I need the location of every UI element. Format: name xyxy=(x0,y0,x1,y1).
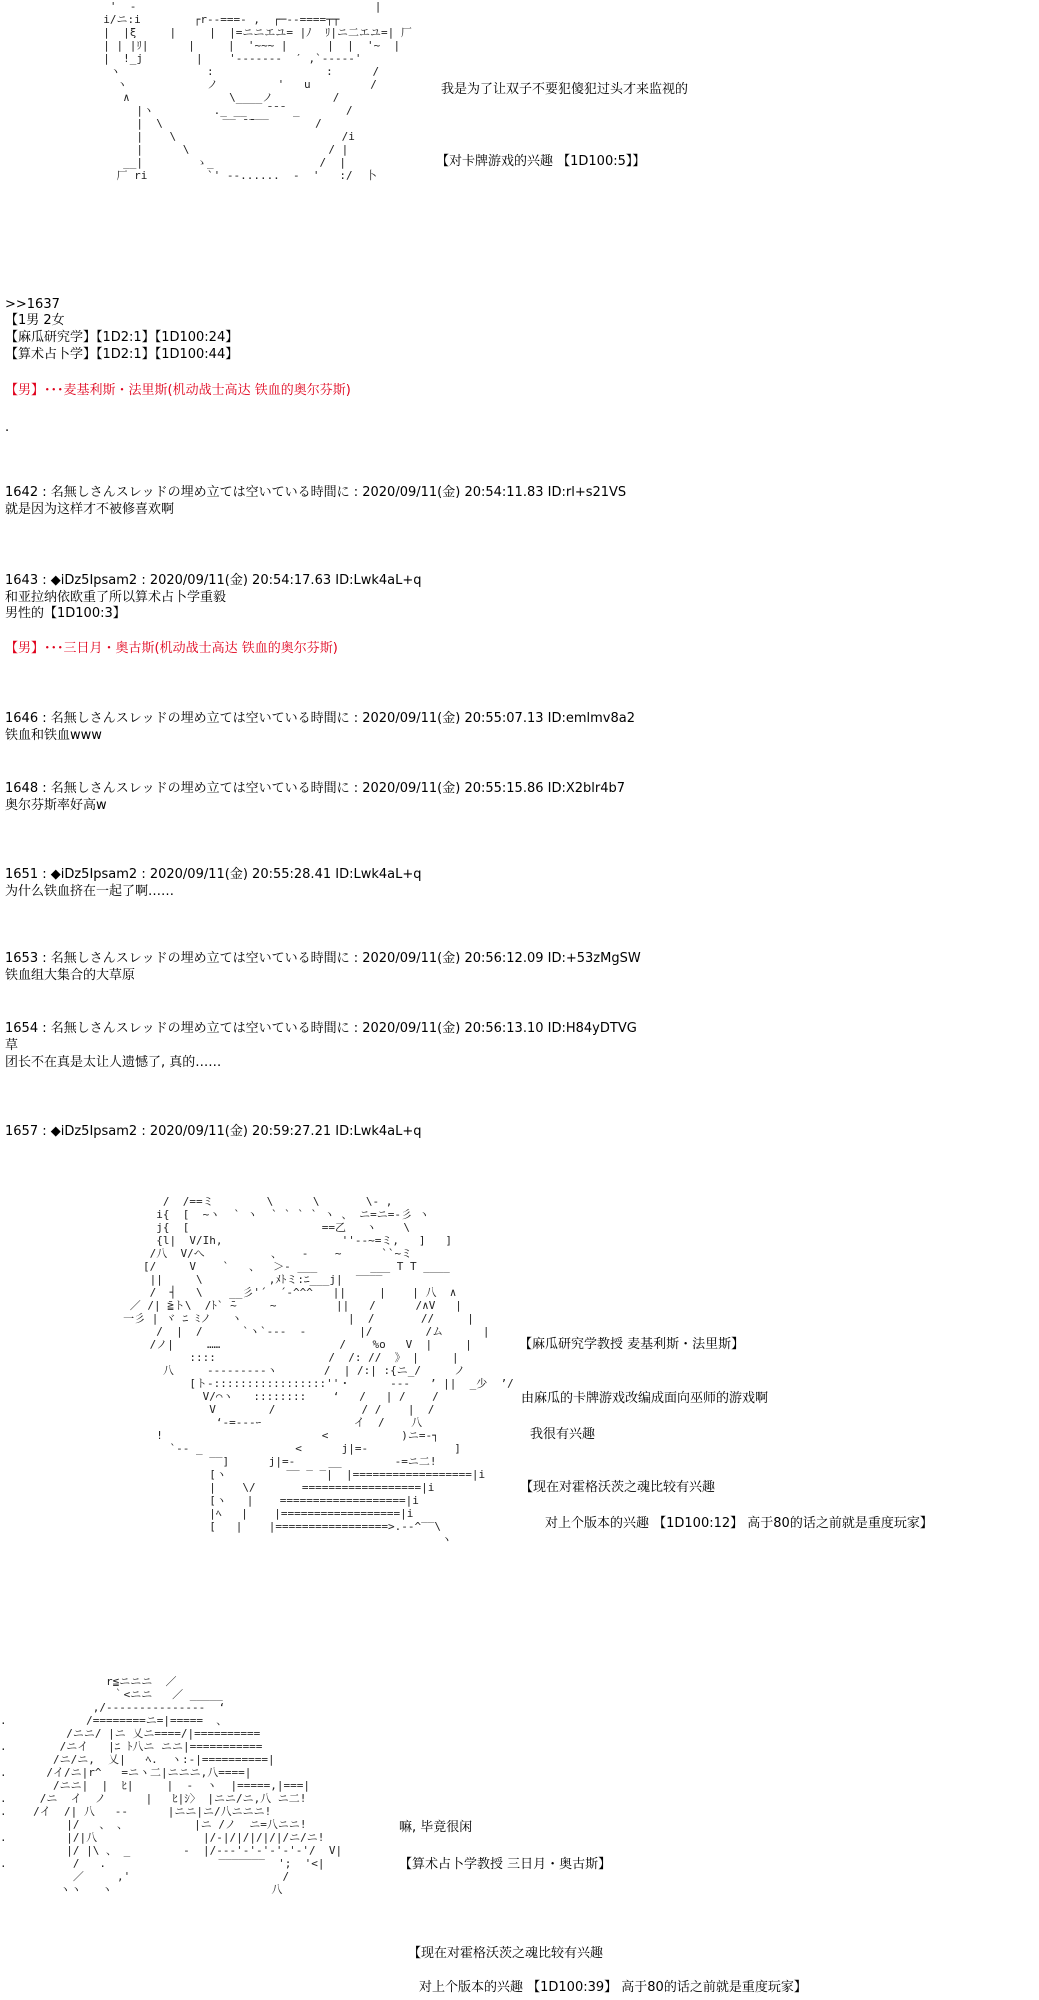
ascii-art-face-top: ' - | i/ニ:i ┌r-‐===- , ┌─‐-====┬┬ | |ξ | | |=ニニエユ= |ﾉ ﾘ|ニ二エユ=| 厂 | | |ﾘ| | | '~~~ | | | '~ | | !_j | '------- ′ ,`-----' ヽ : : / ヽ ノ ' u / ∧ \____ノ / |ヽ ._ __ ̄ ̄ ̄ _ / | \ ‾‾ ̄ ̄‾‾‾ / | \ /i | \ / | __| ゝ_ / | 厂 ri `' ‐-...... - ' :/ 卜 xyxy=(103,0,412,182)
post-body: 铁血组大集合的大草原 xyxy=(5,968,136,983)
caption-line: 【算术占卜学教授 三日月・奥古斯】 xyxy=(399,1857,612,1872)
caption-line: 对上个版本的兴趣 【1D100:39】 高于80的话之前就是重度玩家】 xyxy=(419,1980,807,1995)
post-body: 团长不在真是太让人遗憾了, 真的…… xyxy=(5,1055,222,1070)
caption-line: 【现在对霍格沃茨之魂比较有兴趣 xyxy=(408,1946,604,1961)
character-result-line: 【男】･･･三日月・奥古斯(机动战士高达 铁血的奥尔芬斯) xyxy=(5,641,338,656)
post-body: 铁血和铁血www xyxy=(5,728,102,743)
dice-roll-line: 【对卡牌游戏的兴趣 【1D100:5】】 xyxy=(436,154,646,169)
gender-roll-line: 【1男 2女 xyxy=(5,313,65,328)
post-reference: >>1637 xyxy=(5,297,60,312)
post-header: 1646 : 名無しさんスレッドの埋め立ては空いている時間に : 2020/09/11(金) 20:55:07.13 ID:emlmv8a2 xyxy=(5,711,636,726)
post-body: 奥尔芬斯率好高w xyxy=(5,798,107,813)
post-body: 和亚拉纳依欧重了所以算术占卜学重毅 xyxy=(5,590,227,605)
post-header: 1654 : 名無しさんスレッドの埋め立ては空いている時間に : 2020/09/11(金) 20:56:13.10 ID:H84yDTVG xyxy=(5,1021,637,1036)
post-body: 男性的【1D100:3】 xyxy=(5,606,126,621)
dialogue-line: 嘛, 毕竟很闲 xyxy=(399,1820,473,1835)
post-header: 1643 : ◆iDz5Ipsam2 : 2020/09/11(金) 20:54:17.63 ID:Lwk4aL+q xyxy=(5,573,422,588)
narration-line: 我是为了让双子不要犯傻犯过头才来监视的 xyxy=(441,82,689,97)
post-header: 1651 : ◆iDz5Ipsam2 : 2020/09/11(金) 20:55:28.41 ID:Lwk4aL+q xyxy=(5,867,422,882)
character-result-line: 【男】･･･麦基利斯・法里斯(机动战士高达 铁血的奥尔芬斯) xyxy=(5,383,351,398)
ascii-art-figure-middle: / /==ミ \ \ \- , i{ [ ~ヽ ` ヽ ` ` ` ` ヽ 、 ニ=ニ=-彡 ヽ j{ [ ==乙 ヽ \ {l| V/Ih, ''‐-~=ミ, ] ] /八 V/へ 、 - ~ ``~ミ [/ V ` 、 ＞‐ ___ ___ T T ____ || \ ,ﾒﾄミ:ﾆ___j| ‾‾‾‾ / ┤ \ __彡'´ ´-^^^ || | | 八 ∧ ／ /| ̄≧ト\ /ﾄ` ̄~ ~ || / /∧V | 一彡 | ヾ ﾆ ﾐノ ヽ | / // | / | / `ヽ`--- - |/ /ム | /ノ| …… / %o V | | :::: / /: // 》 | | 八 -------‐-ヽ / | /:| :{ニ_/ ノ [ト-:::::::::::::::::''・ --- ’ || _少 ’/ V/⌒ヽ :::::::: ‘ / | / / V / / / | / ‘-=---ｰ イ / 八 ! < )ニ=-┐ `-- _ < j|=- ] ‾‾] j|=- __ -=ニ二! [ヽ ‾‾ ‾ ‾| |==================|i | \/ ==================|i [ヽ | ===================|i |ﾍ | |==================|i [ | |=================>.-‐^‾‾\ ヽ xyxy=(123,1195,514,1546)
post-body: 为什么铁血挤在一起了啊…… xyxy=(5,884,175,899)
post-header: 1653 : 名無しさんスレッドの埋め立ては空いている時間に : 2020/09/11(金) 20:56:12.09 ID:+53zMgSW xyxy=(5,951,641,966)
post-header: 1657 : ◆iDz5Ipsam2 : 2020/09/11(金) 20:59:27.21 ID:Lwk4aL+q xyxy=(5,1124,422,1139)
separator-dot: . xyxy=(5,420,10,435)
post-body: 草 xyxy=(5,1038,19,1053)
dialogue-line: 由麻瓜的卡牌游戏改编成面向巫师的游戏啊 xyxy=(521,1391,769,1406)
caption-line: 【现在对霍格沃茨之魂比较有兴趣 xyxy=(520,1480,716,1495)
roll-result-line: 【麻瓜研究学】【1D2:1】【1D100:24】 xyxy=(5,330,239,345)
caption-line: 【麻瓜研究学教授 麦基利斯・法里斯】 xyxy=(519,1337,745,1352)
post-body: 就是因为这样才不被修喜欢啊 xyxy=(5,502,175,517)
post-header: 1648 : 名無しさんスレッドの埋め立ては空いている時間に : 2020/09/11(金) 20:55:15.86 ID:X2blr4b7 xyxy=(5,781,626,796)
ascii-art-figure-bottom: r≦ニニニ ／ ｀<ニニ ／ _____ ,/-‐‐‐‐‐‐‐‐‐‐‐‐‐‐ ‘ . /========ニ=|===== 、 /ニニ/ |ニ 乂ニ====/|========== . /ニイ |ﾆ ﾄ八ニ ニニ|=========== /ニ/ニ, 乂| ﾍ. ヽ:-|==========| . /イ/ニ|r^ =ニヽ二|ニニニ,八====| /ニニ| | ﾋ| | ‐ ヽ |=====,|===| . /ニ イ ノ | ﾋ|ｼ〉 |ニニ/ニ,八 ニ二! . /イ /| 八 ‐‐ |ニニ|ニ/八ニニニ! |/ 、 、 |ニ /ノ ニ=八ニニ! . |/|八 |/-|/|/|/|/|/ニ/ニ! |/ |\ 、 _ - |/--‐'‐'‐'‐'‐'‐'/ V| . / . ‾‾‾‾‾‾‾ '; '<| ／ ,' / ヽヽ ヽ 八 xyxy=(0,1675,343,1896)
caption-line: 对上个版本的兴趣 【1D100:12】 高于80的话之前就是重度玩家】 xyxy=(545,1516,933,1531)
dialogue-line: 我很有兴趣 xyxy=(530,1427,596,1442)
post-header: 1642 : 名無しさんスレッドの埋め立ては空いている時間に : 2020/09/11(金) 20:54:11.83 ID:rl+s21VS xyxy=(5,485,627,500)
roll-result-line: 【算术占卜学】【1D2:1】【1D100:44】 xyxy=(5,347,239,362)
